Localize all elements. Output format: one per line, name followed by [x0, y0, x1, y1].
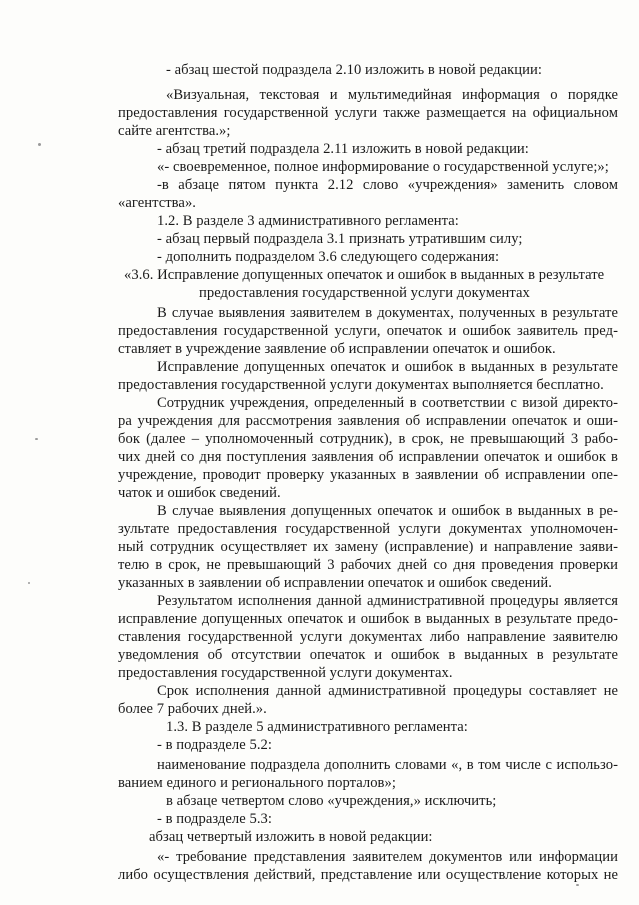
text-line: указанных в заявлении об исправлении опечаток и ошибок сведений.	[118, 575, 552, 591]
text-line: исправление допущенных опечаток и ошибок в выданных в результате предо-	[118, 611, 618, 627]
text-line: ставляет в учреждение заявление об исправлении опечаток и ошибок.	[118, 341, 556, 357]
text-line: Срок исполнения данной административной процедуры составляет не	[157, 683, 618, 699]
text-line: В случае выявления заявителем в документах, полученных в результате	[157, 305, 618, 321]
text-line: бок (далее – уполномоченный сотрудник), в срок, не превышающий 3 рабо-	[118, 431, 618, 447]
text-line: сайте агентства.»;	[118, 123, 231, 139]
text-line: -в абзаце пятом пункта 2.12 слово «учреждения» заменить словом	[157, 177, 618, 193]
scan-speck	[576, 884, 579, 886]
text-line: - в подразделе 5.2:	[157, 737, 272, 753]
text-line: предоставления государственной услуги документах.	[118, 665, 453, 681]
text-line: зультате предоставления государственной услуги документах уполномочен-	[118, 521, 618, 537]
text-line: учреждение, проводит проверку указанных в заявлении об исправлении опе-	[118, 467, 618, 483]
text-line: - абзац первый подраздела 3.1 признать утратившим силу;	[157, 231, 523, 247]
text-line: более 7 рабочих дней.».	[118, 701, 267, 717]
text-line: - абзац шестой подраздела 2.10 изложить в новой редакции:	[166, 62, 542, 78]
text-line: либо осуществления действий, представление или осуществление которых не	[118, 867, 618, 883]
text-line: 1.2. В разделе 3 административного регламента:	[157, 213, 459, 229]
text-line: - дополнить подразделом 3.6 следующего содержания:	[157, 249, 500, 265]
text-line: уведомления об отсутствии опечаток и ошибок в выданных в результате	[118, 647, 618, 663]
text-line: ванием единого и регионального порталов»;	[118, 775, 396, 791]
text-line: «агентства».	[118, 195, 196, 211]
text-line: «- требование представления заявителем документов или информации	[157, 849, 618, 865]
text-line: ра учреждения для рассмотрения заявления об исправлении опечаток и оши-	[118, 413, 618, 429]
scan-speck	[35, 438, 38, 440]
text-line: Исправление допущенных опечаток и ошибок в выданных в результате	[157, 359, 618, 375]
text-line: наименование подраздела дополнить словами «, в том числе с использо-	[157, 757, 618, 773]
text-line: ный сотрудник осуществляет их замену (исправление) и направление заяви-	[118, 539, 618, 555]
text-line: «Визуальная, текстовая и мультимедийная информация о порядке	[166, 87, 618, 103]
scan-speck	[38, 143, 41, 146]
text-line: - в подразделе 5.3:	[157, 811, 272, 827]
text-line: абзац четвертый изложить в новой редакции:	[149, 829, 433, 845]
text-line: ставления государственной услуги документах либо направление заявителю	[118, 629, 618, 645]
text-line: Сотрудник учреждения, определенный в соответствии с визой директо-	[157, 395, 618, 411]
text-line: предоставления государственной услуги, опечаток и ошибок заявитель пред-	[118, 323, 618, 339]
text-line: телю в срок, не превышающий 3 рабочих дней со дня проведения проверки	[118, 557, 618, 573]
text-line: 1.3. В разделе 5 административного регламента:	[166, 719, 468, 735]
text-line: «- своевременное, полное информирование о государственной услуге;»;	[157, 159, 609, 175]
text-line: В случае выявления допущенных опечаток и ошибок в выданных в ре-	[157, 503, 618, 519]
scan-speck	[28, 582, 30, 584]
section-heading: «3.6. Исправление допущенных опечаток и ошибок в выданных в результате	[124, 267, 605, 283]
section-heading: предоставления государственной услуги документах	[199, 285, 530, 301]
text-line: чаток и ошибок сведений.	[118, 485, 281, 501]
text-line: Результатом исполнения данной административной процедуры является	[157, 593, 618, 609]
text-line: в абзаце четвертом слово «учреждения,» исключить;	[166, 793, 497, 809]
text-line: предоставления государственной услуги документах выполняется бесплатно.	[118, 377, 604, 393]
text-line: предоставления государственной услуги также размещается на официальном	[118, 105, 618, 121]
text-line: - абзац третий подраздела 2.11 изложить в новой редакции:	[157, 141, 529, 157]
text-line: чих дней со дня поступления заявления об исправлении опечаток и ошибок в	[118, 449, 618, 465]
